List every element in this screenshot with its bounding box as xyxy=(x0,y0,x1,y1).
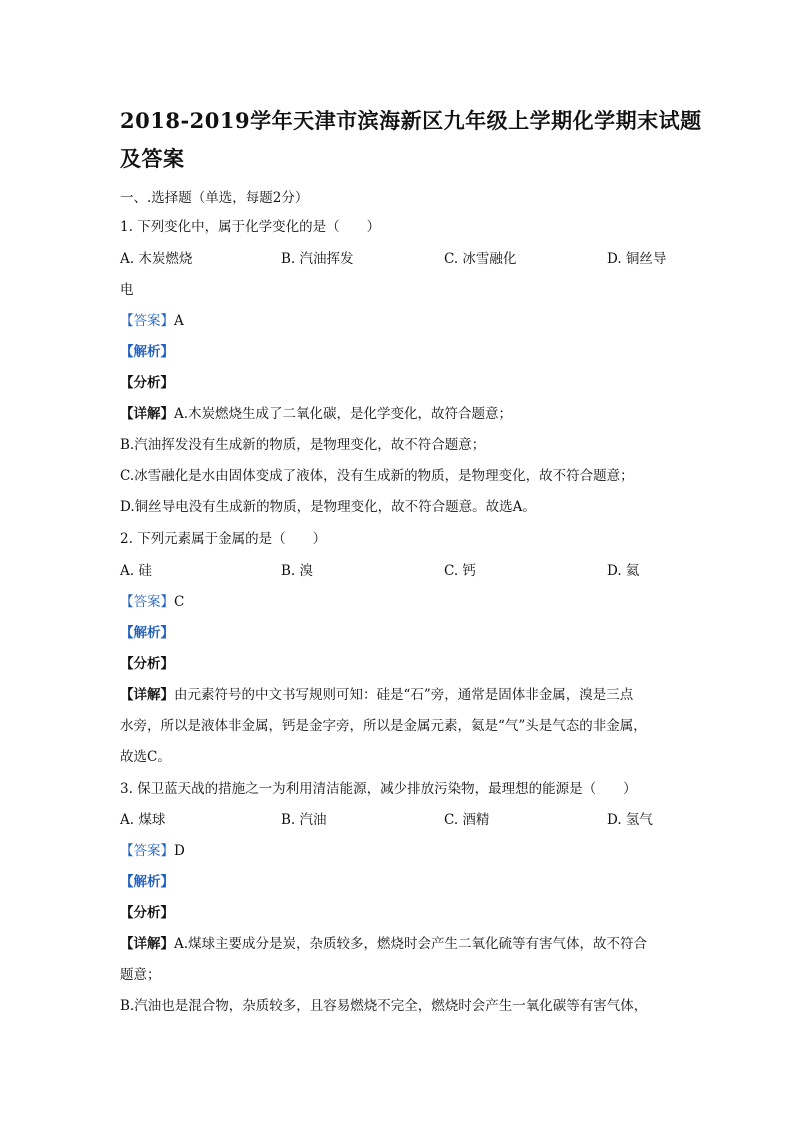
q1-detail-line: D.铜丝导电没有生成新的物质，是物理变化，故不符合题意。故选A。 xyxy=(120,499,536,515)
q2-detail-line xyxy=(120,685,680,705)
q3-jiexi-tag: 【解析】 xyxy=(120,874,174,890)
q3-fenxi-tag: 【分析】 xyxy=(120,905,174,921)
q2-detail-line: 故选C。 xyxy=(120,749,171,765)
answer-tag: 【答案】 xyxy=(120,843,174,859)
q3-detail-line: 题意； xyxy=(120,967,161,983)
section-heading: 一、.选择题（单选，每题2分） xyxy=(120,190,309,206)
q1-option-wrap: 电 xyxy=(120,282,134,298)
q2-fenxi-tag: 【分析】 xyxy=(120,656,174,672)
q3-stem: 3. 保卫蓝天战的措施之一为利用清洁能源，减少排放污染物，最理想的能源是（ ） xyxy=(120,781,637,797)
answer-value: C xyxy=(174,594,185,610)
q2-option-b: B. 溴 xyxy=(281,563,314,579)
q1-detail-line: B.汽油挥发没有生成新的物质，是物理变化，故不符合题意； xyxy=(120,437,486,453)
q2-jiexi-tag: 【解析】 xyxy=(120,625,174,641)
q2-option-c: C. 钙 xyxy=(444,563,476,579)
q2-option-d: D. 氦 xyxy=(607,563,640,579)
q3-option-d: D. 氢气 xyxy=(607,812,653,828)
q1-option-c: C. 冰雪融化 xyxy=(444,251,517,267)
q2-detail-line: 水旁，所以是液体非金属，钙是金字旁，所以是金属元素，氦是“气”头是气态的非金属， xyxy=(120,718,647,734)
q2-answer xyxy=(120,592,680,612)
detail-tag: 【详解】 xyxy=(120,406,174,422)
q1-jiexi-tag: 【解析】 xyxy=(120,344,174,360)
q2-option-a: A. 硅 xyxy=(120,563,152,579)
detail-text: 由元素符号的中文书写规则可知：硅是“石”旁，通常是固体非金属，溴是三点 xyxy=(174,687,634,703)
detail-text: A.煤球主要成分是炭，杂质较多，燃烧时会产生二氧化硫等有害气体，故不符合 xyxy=(174,936,648,952)
q3-option-a: A. 煤球 xyxy=(120,812,166,828)
answer-tag: 【答案】 xyxy=(120,313,174,329)
q3-detail-line xyxy=(120,934,680,954)
q1-option-d: D. 铜丝导 xyxy=(607,251,667,267)
q1-stem: 1. 下列变化中，属于化学变化的是（ ） xyxy=(120,219,381,235)
answer-tag: 【答案】 xyxy=(120,594,174,610)
q1-detail-line: C.冰雪融化是水由固体变成了液体，没有生成新的物质，是物理变化，故不符合题意； xyxy=(120,468,634,484)
q1-answer xyxy=(120,311,680,331)
detail-tag: 【详解】 xyxy=(120,687,174,703)
answer-value: D xyxy=(174,843,185,859)
q1-detail-line xyxy=(120,404,680,424)
q3-option-c: C. 酒精 xyxy=(444,812,490,828)
q3-option-b: B. 汽油 xyxy=(281,812,327,828)
detail-text: A.木炭燃烧生成了二氧化碳，是化学变化，故符合题意； xyxy=(174,406,513,422)
q2-stem: 2. 下列元素属于金属的是（ ） xyxy=(120,531,327,547)
q1-fenxi-tag: 【分析】 xyxy=(120,375,174,391)
document-title-line1: 2018-2019学年天津市滨海新区九年级上学期化学期末试题 xyxy=(120,108,702,133)
q3-detail-line: B.汽油也是混合物，杂质较多，且容易燃烧不完全，燃烧时会产生一氧化碳等有害气体， xyxy=(120,998,648,1014)
q1-option-b: B. 汽油挥发 xyxy=(281,251,354,267)
document-title-line2: 及答案 xyxy=(120,146,185,171)
q1-option-a: A. 木炭燃烧 xyxy=(120,251,193,267)
detail-tag: 【详解】 xyxy=(120,936,174,952)
q3-answer xyxy=(120,841,680,861)
answer-value: A xyxy=(174,313,184,329)
